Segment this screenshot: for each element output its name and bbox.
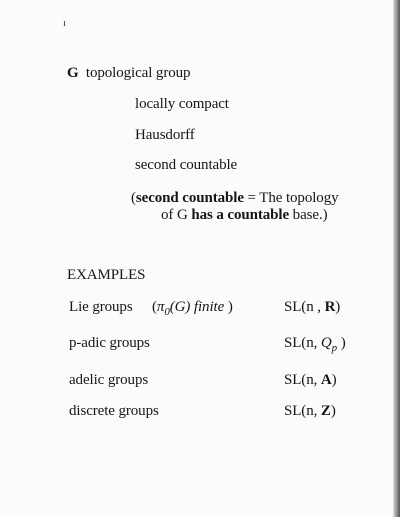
- example-note-finite: finite: [193, 299, 225, 315]
- note-line-1: [131, 189, 339, 207]
- example-group: [284, 402, 336, 420]
- note-definition-start: = The topology: [243, 190, 339, 206]
- heading-text: topological group: [85, 65, 191, 81]
- note-term: second countable: [135, 190, 244, 206]
- property-hausdorff: Hausdorff: [135, 127, 195, 143]
- group-suffix: ): [330, 403, 336, 419]
- group-field-subscript: p: [331, 342, 338, 354]
- group-prefix: SL(n ,: [284, 299, 325, 315]
- example-group: [284, 371, 337, 389]
- example-note-group: (G): [169, 299, 191, 315]
- example-group: [284, 334, 346, 352]
- group-field: Z: [320, 403, 331, 419]
- group-suffix: ): [335, 299, 341, 315]
- group-field: Q: [320, 335, 332, 351]
- note-line2-bold: has a countable: [191, 207, 290, 223]
- heading-symbol: G: [67, 65, 79, 81]
- group-field: A: [320, 372, 332, 388]
- examples-label: EXAMPLES: [67, 267, 146, 283]
- group-prefix: SL(n,: [284, 335, 321, 351]
- note-line-2: [161, 206, 327, 224]
- example-name: discrete groups: [69, 403, 159, 419]
- scan-mark: ı: [63, 17, 67, 29]
- note-open-paren: (: [131, 190, 136, 206]
- group-suffix: ): [331, 372, 337, 388]
- page-edge-shadow: [394, 0, 400, 517]
- heading: [67, 64, 190, 82]
- example-name: adelic groups: [69, 372, 149, 388]
- property-second-countable: second countable: [135, 157, 238, 173]
- group-suffix: ): [337, 335, 346, 351]
- group-prefix: SL(n,: [284, 403, 321, 419]
- note-line2-end: base.): [289, 207, 328, 223]
- example-note-open: (: [152, 299, 157, 315]
- example-name: p-adic groups: [69, 335, 150, 351]
- group-prefix: SL(n,: [284, 372, 321, 388]
- pi-symbol: π: [156, 299, 165, 315]
- example-group: [284, 298, 340, 316]
- example-note-close: ): [227, 299, 233, 315]
- group-field: R: [324, 299, 336, 315]
- example-name: Lie groups: [69, 299, 133, 315]
- example-note: [152, 298, 233, 316]
- property-locally-compact: locally compact: [135, 96, 229, 112]
- pi-subscript: 0: [164, 306, 170, 318]
- note-line2-start: of G: [161, 207, 192, 223]
